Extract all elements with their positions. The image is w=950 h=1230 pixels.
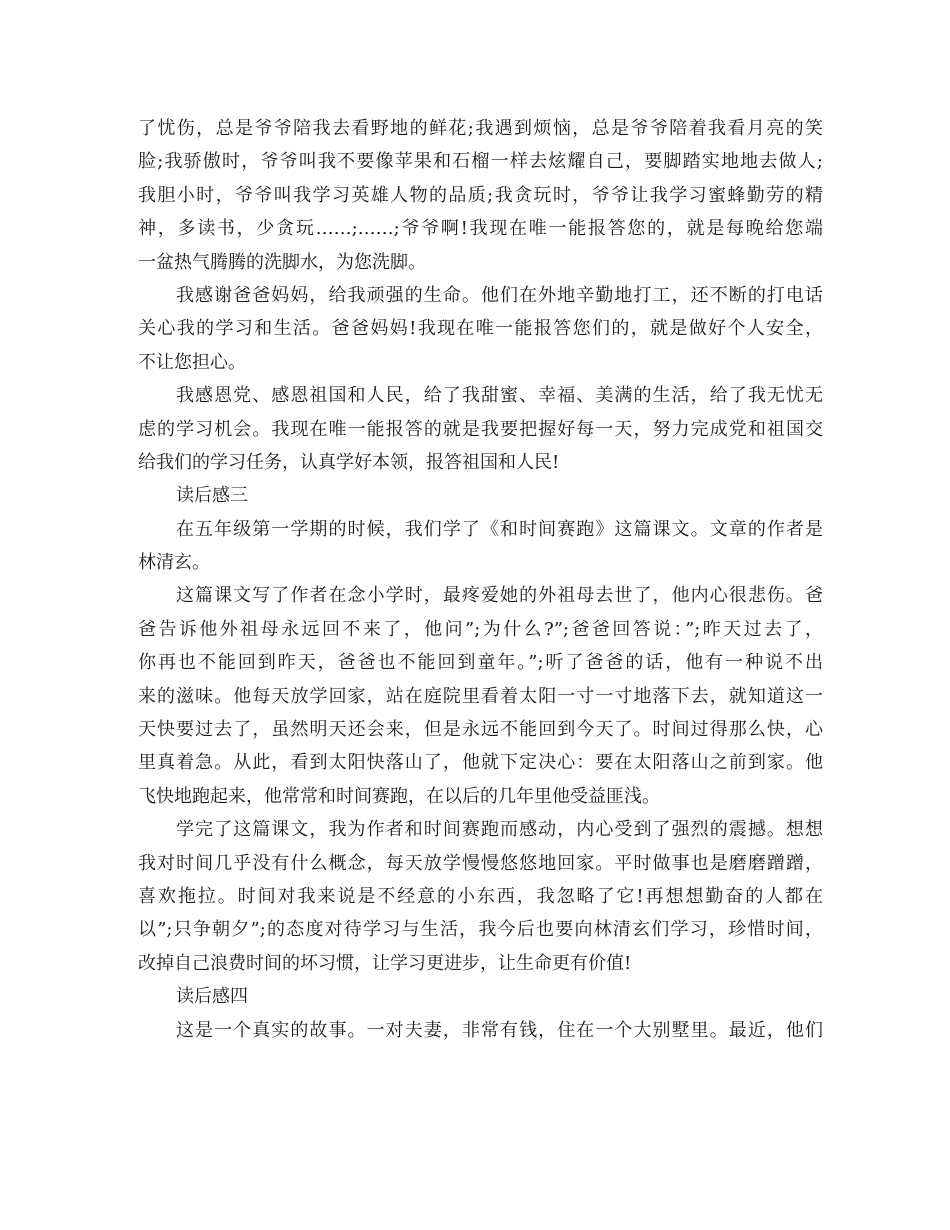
text-line: 这篇课文写了作者在念小学时，最疼爱她的外祖母去世了，他内心很悲伤。爸 bbox=[176, 585, 823, 607]
text-line: 天快要过去了，虽然明天还会来，但是永远不能回到今天了。时间过得那么快，心 bbox=[138, 719, 823, 741]
text-line: 以”;只争朝夕”;的态度对待学习与生活，我今后也要向林清玄们学习，珍惜时间， bbox=[138, 919, 823, 941]
text-line: 改掉自己浪费时间的坏习惯，让学习更进步，让生命更有价值! bbox=[138, 952, 632, 974]
text-line: 给我们的学习任务，认真学好本领，报答祖国和人民! bbox=[138, 451, 560, 473]
text-line: 神，多读书，少贪玩……;……;爷爷啊!我现在唯一能报答您的，就是每晚给您端 bbox=[138, 218, 823, 240]
text-line: 飞快地跑起来，他常常和时间赛跑，在以后的几年里他受益匪浅。 bbox=[138, 785, 660, 807]
text-line: 爸告诉他外祖母永远回不来了，他问”;为什么?”;爸爸回答说：”;昨天过去了， bbox=[138, 618, 823, 640]
document-body bbox=[138, 112, 823, 1047]
text-line: 虑的学习机会。我现在唯一能报答的就是我要把握好每一天，努力完成党和祖国交 bbox=[138, 418, 823, 440]
text-line: 来的滋味。他每天放学回家，站在庭院里看着太阳一寸一寸地落下去，就知道这一 bbox=[138, 685, 823, 707]
text-line: 我对时间几乎没有什么概念，每天放学慢慢悠悠地回家。平时做事也是磨磨蹭蹭， bbox=[138, 852, 823, 874]
text-line: 在五年级第一学期的时候，我们学了《和时间赛跑》这篇课文。文章的作者是 bbox=[176, 518, 823, 540]
text-line: 脸;我骄傲时，爷爷叫我不要像苹果和石榴一样去炫耀自己，要脚踏实地地去做人; bbox=[138, 151, 823, 173]
text-line: 了忧伤，总是爷爷陪我去看野地的鲜花;我遇到烦恼，总是爷爷陪着我看月亮的笑 bbox=[138, 118, 823, 139]
text-line: 不让您担心。 bbox=[138, 351, 246, 373]
text-line: 读后感四 bbox=[176, 986, 248, 1008]
text-line: 林清玄。 bbox=[138, 552, 210, 574]
text-line: 我胆小时，爷爷叫我学习英雄人物的品质;我贪玩时，爷爷让我学习蜜蜂勤劳的精 bbox=[138, 184, 823, 206]
text-line: 我感恩党、感恩祖国和人民，给了我甜蜜、幸福、美满的生活，给了我无忧无 bbox=[176, 385, 823, 407]
text-line: 学完了这篇课文，我为作者和时间赛跑而感动，内心受到了强烈的震撼。想想 bbox=[176, 819, 823, 841]
text-line: 我感谢爸爸妈妈，给我顽强的生命。他们在外地辛勤地打工，还不断的打电话 bbox=[176, 284, 823, 306]
text-line: 你再也不能回到昨天，爸爸也不能回到童年。”;听了爸爸的话，他有一种说不出 bbox=[138, 652, 823, 674]
text-line: 这是一个真实的故事。一对夫妻，非常有钱，住在一个大别墅里。最近，他们 bbox=[176, 1019, 823, 1041]
text-line: 关心我的学习和生活。爸爸妈妈!我现在唯一能报答您们的，就是做好个人安全， bbox=[138, 318, 823, 340]
text-line: 读后感三 bbox=[176, 485, 248, 507]
text-line: 里真着急。从此，看到太阳快落山了，他就下定决心：要在太阳落山之前到家。他 bbox=[138, 752, 823, 774]
text-line: 喜欢拖拉。时间对我来说是不经意的小东西，我忽略了它!再想想勤奋的人都在 bbox=[138, 885, 823, 907]
text-line: 一盆热气腾腾的洗脚水，为您洗脚。 bbox=[138, 251, 426, 273]
